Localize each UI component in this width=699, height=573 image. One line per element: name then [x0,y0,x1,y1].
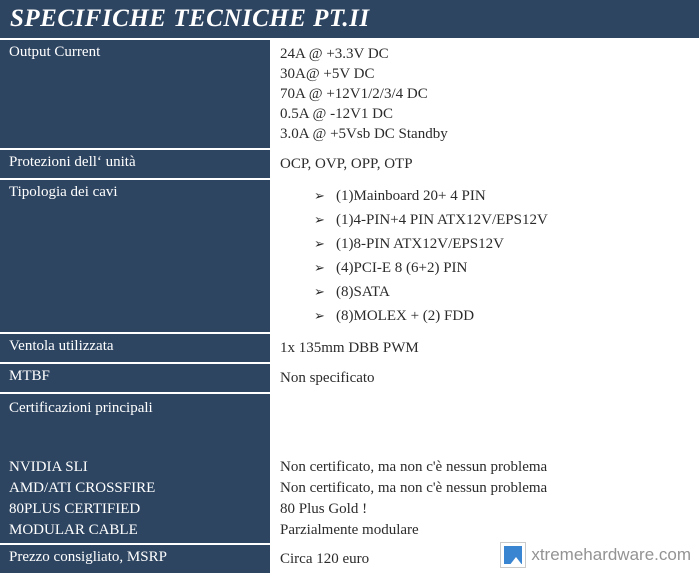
row-value [272,40,699,148]
value-line: 24A @ +3.3V DC [280,46,389,62]
xh-logo-icon [500,542,526,568]
row-value [272,364,699,392]
value-line: Non specificato [280,370,375,386]
value-line: 70A @ +12V1/2/3/4 DC [280,86,428,102]
spec-rows [0,40,699,573]
certification-name: NVIDIA SLI [9,459,88,475]
arrow-bullet-icon: ➢ [314,284,325,299]
row-label: MTBF [0,364,272,392]
list-item [280,208,699,232]
list-item [280,184,699,208]
certification-value: Parzialmente modulare [280,522,419,538]
cable-list [280,184,699,328]
list-item [280,256,699,280]
certification-value: Non certificato, ma non c'è nessun problema [280,459,548,475]
list-item-label: (1)4-PIN+4 PIN ATX12V/EPS12V [336,212,548,228]
row-value [272,334,699,362]
watermark [500,542,691,568]
certifications-row [0,394,699,545]
list-item-label: (8)MOLEX + (2) FDD [336,308,475,324]
arrow-bullet-icon: ➢ [314,236,325,251]
row-label: Tipologia dei cavi [0,180,272,332]
table-row [0,180,699,334]
certification-value: 80 Plus Gold ! [280,501,368,517]
spacer [280,419,699,457]
certification-name: 80PLUS CERTIFIED [9,501,141,517]
certifications-labels [0,394,272,543]
table-row [0,40,699,150]
certification-name: AMD/ATI CROSSFIRE [9,480,156,496]
value-line: 3.0A @ +5Vsb DC Standby [280,126,448,142]
row-value [272,180,699,332]
certifications-values [272,394,699,543]
spacer [280,398,699,419]
list-item-label: (4)PCI-E 8 (6+2) PIN [336,260,468,276]
list-item [280,304,699,328]
value-line: Circa 120 euro [280,551,370,567]
arrow-bullet-icon: ➢ [314,308,325,323]
page-title: SPECIFICHE TECNICHE PT.II [10,5,370,32]
arrow-bullet-icon: ➢ [314,212,325,227]
watermark-text: xtremehardware.com [531,545,691,564]
value-line: 30A@ +5V DC [280,66,375,82]
table-row [0,364,699,394]
list-item-label: (1)Mainboard 20+ 4 PIN [336,188,486,204]
list-item [280,232,699,256]
arrow-bullet-icon: ➢ [314,260,325,275]
row-label: Certificazioni principali [9,400,153,416]
spacer [9,419,270,457]
value-line: OCP, OVP, OPP, OTP [280,156,413,172]
value-line: 0.5A @ -12V1 DC [280,106,393,122]
certification-value: Non certificato, ma non c'è nessun problema [280,480,548,496]
row-value [272,150,699,178]
value-line: 1x 135mm DBB PWM [280,340,419,356]
arrow-bullet-icon: ➢ [314,188,325,203]
list-item-label: (8)SATA [336,284,390,300]
table-row [0,150,699,180]
table-row [0,334,699,364]
page-title-bar [0,0,699,40]
row-label: Prezzo consigliato, MSRP [0,545,272,573]
row-label: Ventola utilizzata [0,334,272,362]
row-label: Protezioni dell‘ unità [0,150,272,178]
certification-name: MODULAR CABLE [9,522,138,538]
list-item [280,280,699,304]
list-item-label: (1)8-PIN ATX12V/EPS12V [336,236,504,252]
row-label: Output Current [0,40,272,148]
